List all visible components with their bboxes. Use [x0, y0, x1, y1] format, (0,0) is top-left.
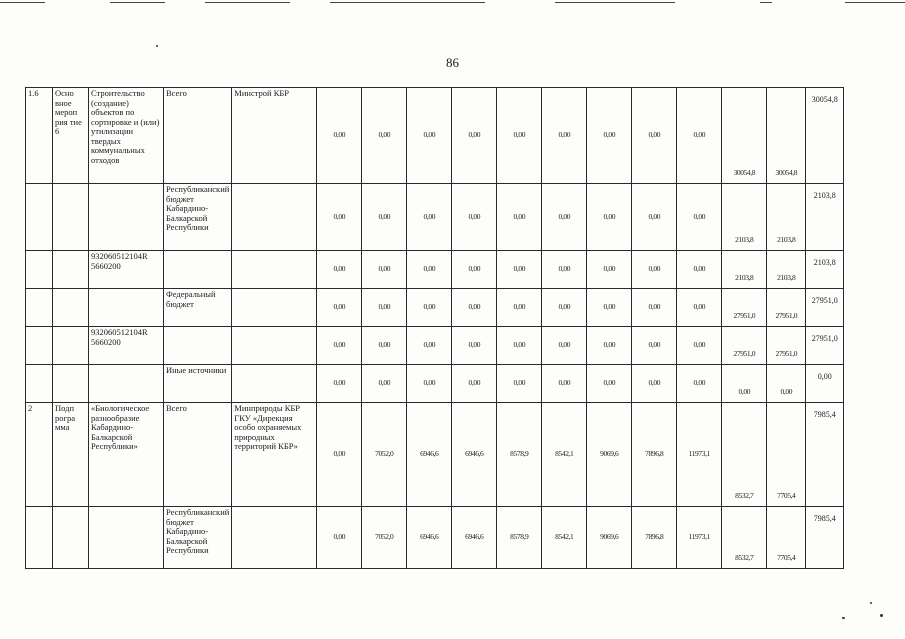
amount-cell: 0,00 [452, 184, 497, 251]
amount-total-cell: 2103,8 [806, 184, 844, 251]
amount-cell: 0,00 [362, 289, 407, 327]
item-name-cell: «Биологическое разнообразие Кабардино-Балкарской Республики» [89, 403, 164, 507]
amount-cell: 27951,0 [722, 289, 767, 327]
amount-cell: 0,00 [317, 365, 362, 403]
amount-cell: 0,00 [407, 251, 452, 289]
table-row [26, 184, 844, 251]
amount-cell: 9069,6 [587, 403, 632, 507]
amount-total-cell: 7985,4 [806, 403, 844, 507]
amount-cell: 0,00 [542, 289, 587, 327]
executor-cell [232, 184, 317, 251]
item-name-cell [89, 365, 164, 403]
amount-cell: 0,00 [677, 251, 722, 289]
funding-source-cell [164, 251, 232, 289]
amount-cell: 0,00 [317, 403, 362, 507]
amount-total-cell: 30054,8 [806, 88, 844, 184]
table-row [26, 289, 844, 327]
item-type-cell [53, 507, 89, 569]
amount-cell: 0,00 [677, 327, 722, 365]
page-number: 86 [446, 55, 459, 70]
amount-total-cell: 2103,8 [806, 251, 844, 289]
amount-cell: 0,00 [452, 289, 497, 327]
amount-cell: 0,00 [497, 184, 542, 251]
amount-cell: 0,00 [497, 327, 542, 365]
row-number-cell [26, 327, 53, 365]
amount-cell: 0,00 [497, 88, 542, 184]
table-row [26, 403, 844, 507]
amount-cell: 7052,0 [362, 507, 407, 569]
executor-cell [232, 251, 317, 289]
amount-cell: 0,00 [632, 88, 677, 184]
scan-speck [156, 45, 158, 47]
executor-cell [232, 289, 317, 327]
amount-cell: 0,00 [587, 251, 632, 289]
amount-cell: 8578,9 [497, 507, 542, 569]
amount-cell: 0,00 [587, 365, 632, 403]
amount-cell: 0,00 [542, 184, 587, 251]
table-row [26, 88, 844, 184]
funding-source-cell: Иные источники [164, 365, 232, 403]
amount-cell: 0,00 [407, 88, 452, 184]
amount-cell: 0,00 [587, 184, 632, 251]
amount-cell: 30054,8 [767, 88, 806, 184]
amount-cell: 2103,8 [722, 251, 767, 289]
amount-cell: 0,00 [362, 365, 407, 403]
amount-cell: 0,00 [452, 88, 497, 184]
scan-edge-line [555, 2, 675, 3]
amount-cell: 7896,8 [632, 403, 677, 507]
amount-cell: 0,00 [452, 327, 497, 365]
scan-speck [842, 617, 845, 619]
item-name-cell: Строительство (создание) объектов по сортировке и (или) утилизации твердых коммунальных отходов [89, 88, 164, 184]
amount-cell: 11973,1 [677, 403, 722, 507]
amount-cell: 0,00 [362, 251, 407, 289]
amount-cell: 0,00 [497, 251, 542, 289]
amount-cell: 8532,7 [722, 403, 767, 507]
amount-cell: 0,00 [497, 289, 542, 327]
row-number-cell [26, 251, 53, 289]
amount-cell: 0,00 [632, 327, 677, 365]
amount-cell: 0,00 [587, 289, 632, 327]
item-type-cell [53, 251, 89, 289]
scan-edge-line [110, 2, 165, 3]
item-type-cell [53, 365, 89, 403]
item-name-cell: 932060512104R 5660200 [89, 327, 164, 365]
amount-cell: 0,00 [632, 365, 677, 403]
amount-cell: 0,00 [452, 251, 497, 289]
amount-cell: 0,00 [677, 289, 722, 327]
scan-edge-line [205, 2, 290, 3]
amount-cell: 2103,8 [722, 184, 767, 251]
amount-cell: 0,00 [677, 184, 722, 251]
amount-cell: 30054,8 [722, 88, 767, 184]
amount-cell: 0,00 [362, 184, 407, 251]
amount-cell: 8578,9 [497, 403, 542, 507]
amount-cell: 0,00 [542, 365, 587, 403]
amount-cell: 0,00 [497, 365, 542, 403]
amount-total-cell: 27951,0 [806, 327, 844, 365]
amount-cell: 0,00 [317, 88, 362, 184]
amount-cell: 27951,0 [767, 289, 806, 327]
amount-cell: 0,00 [317, 184, 362, 251]
item-type-cell [53, 184, 89, 251]
amount-cell: 0,00 [452, 365, 497, 403]
amount-cell: 8542,1 [542, 507, 587, 569]
amount-cell: 0,00 [677, 365, 722, 403]
funding-source-cell: Всего [164, 403, 232, 507]
item-type-cell [53, 327, 89, 365]
funding-source-cell [164, 327, 232, 365]
amount-cell: 2103,8 [767, 251, 806, 289]
amount-cell: 2103,8 [767, 184, 806, 251]
amount-cell: 0,00 [677, 88, 722, 184]
amount-cell: 6946,6 [452, 403, 497, 507]
amount-cell: 0,00 [317, 507, 362, 569]
amount-cell: 0,00 [317, 289, 362, 327]
amount-cell: 0,00 [587, 327, 632, 365]
item-name-cell: 932060512104R 5660200 [89, 251, 164, 289]
amount-cell: 8542,1 [542, 403, 587, 507]
amount-cell: 27951,0 [767, 327, 806, 365]
executor-cell: Минстрой КБР [232, 88, 317, 184]
table-row [26, 365, 844, 403]
amount-cell: 8532,7 [722, 507, 767, 569]
amount-cell: 0,00 [542, 327, 587, 365]
amount-total-cell: 7985,4 [806, 507, 844, 569]
table-row [26, 507, 844, 569]
amount-cell: 7705,4 [767, 403, 806, 507]
budget-table [25, 87, 844, 569]
row-number-cell [26, 289, 53, 327]
funding-source-cell: Федеральный бюджет [164, 289, 232, 327]
amount-cell: 0,00 [362, 327, 407, 365]
executor-cell [232, 327, 317, 365]
amount-cell: 0,00 [632, 251, 677, 289]
table-row [26, 251, 844, 289]
row-number-cell [26, 184, 53, 251]
amount-cell: 0,00 [587, 88, 632, 184]
item-type-cell: Подп рогра мма [53, 403, 89, 507]
amount-cell: 6946,6 [452, 507, 497, 569]
amount-cell: 27951,0 [722, 327, 767, 365]
amount-cell: 0,00 [632, 184, 677, 251]
amount-cell: 6946,6 [407, 507, 452, 569]
funding-source-cell: Республиканский бюджет Кабардино-Балкарской Республики [164, 507, 232, 569]
executor-cell [232, 507, 317, 569]
amount-cell: 11973,1 [677, 507, 722, 569]
amount-cell: 7052,0 [362, 403, 407, 507]
amount-cell: 7896,8 [632, 507, 677, 569]
amount-cell: 0,00 [407, 327, 452, 365]
scan-edge-line [330, 2, 485, 3]
item-name-cell [89, 184, 164, 251]
row-number-cell: 2 [26, 403, 53, 507]
row-number-cell: 1.6 [26, 88, 53, 184]
funding-source-cell: Республиканский бюджет Кабардино-Балкарской Республики [164, 184, 232, 251]
row-number-cell [26, 365, 53, 403]
amount-cell: 0,00 [407, 184, 452, 251]
amount-cell: 9069,6 [587, 507, 632, 569]
item-name-cell [89, 289, 164, 327]
amount-cell: 0,00 [542, 88, 587, 184]
row-number-cell [26, 507, 53, 569]
item-type-cell [53, 289, 89, 327]
table-body [26, 88, 844, 569]
executor-cell [232, 365, 317, 403]
amount-cell: 0,00 [407, 365, 452, 403]
amount-cell: 0,00 [362, 88, 407, 184]
funding-source-cell: Всего [164, 88, 232, 184]
scan-edge-line [760, 2, 772, 3]
amount-cell: 0,00 [767, 365, 806, 403]
item-type-cell: Осно вное мероп рия тие 6 [53, 88, 89, 184]
amount-cell: 0,00 [632, 289, 677, 327]
scan-edge-line [0, 2, 45, 3]
amount-cell: 0,00 [722, 365, 767, 403]
amount-cell: 0,00 [317, 251, 362, 289]
amount-total-cell: 27951,0 [806, 289, 844, 327]
amount-cell: 7705,4 [767, 507, 806, 569]
item-name-cell [89, 507, 164, 569]
scan-speck [870, 602, 872, 604]
amount-cell: 0,00 [317, 327, 362, 365]
amount-cell: 6946,6 [407, 403, 452, 507]
scan-speck [880, 614, 883, 617]
amount-cell: 0,00 [542, 251, 587, 289]
executor-cell: Минприроды КБР ГКУ «Дирекция особо охраняемых природных территорий КБР» [232, 403, 317, 507]
table-row [26, 327, 844, 365]
amount-cell: 0,00 [407, 289, 452, 327]
amount-total-cell: 0,00 [806, 365, 844, 403]
scan-edge-line [845, 2, 905, 3]
